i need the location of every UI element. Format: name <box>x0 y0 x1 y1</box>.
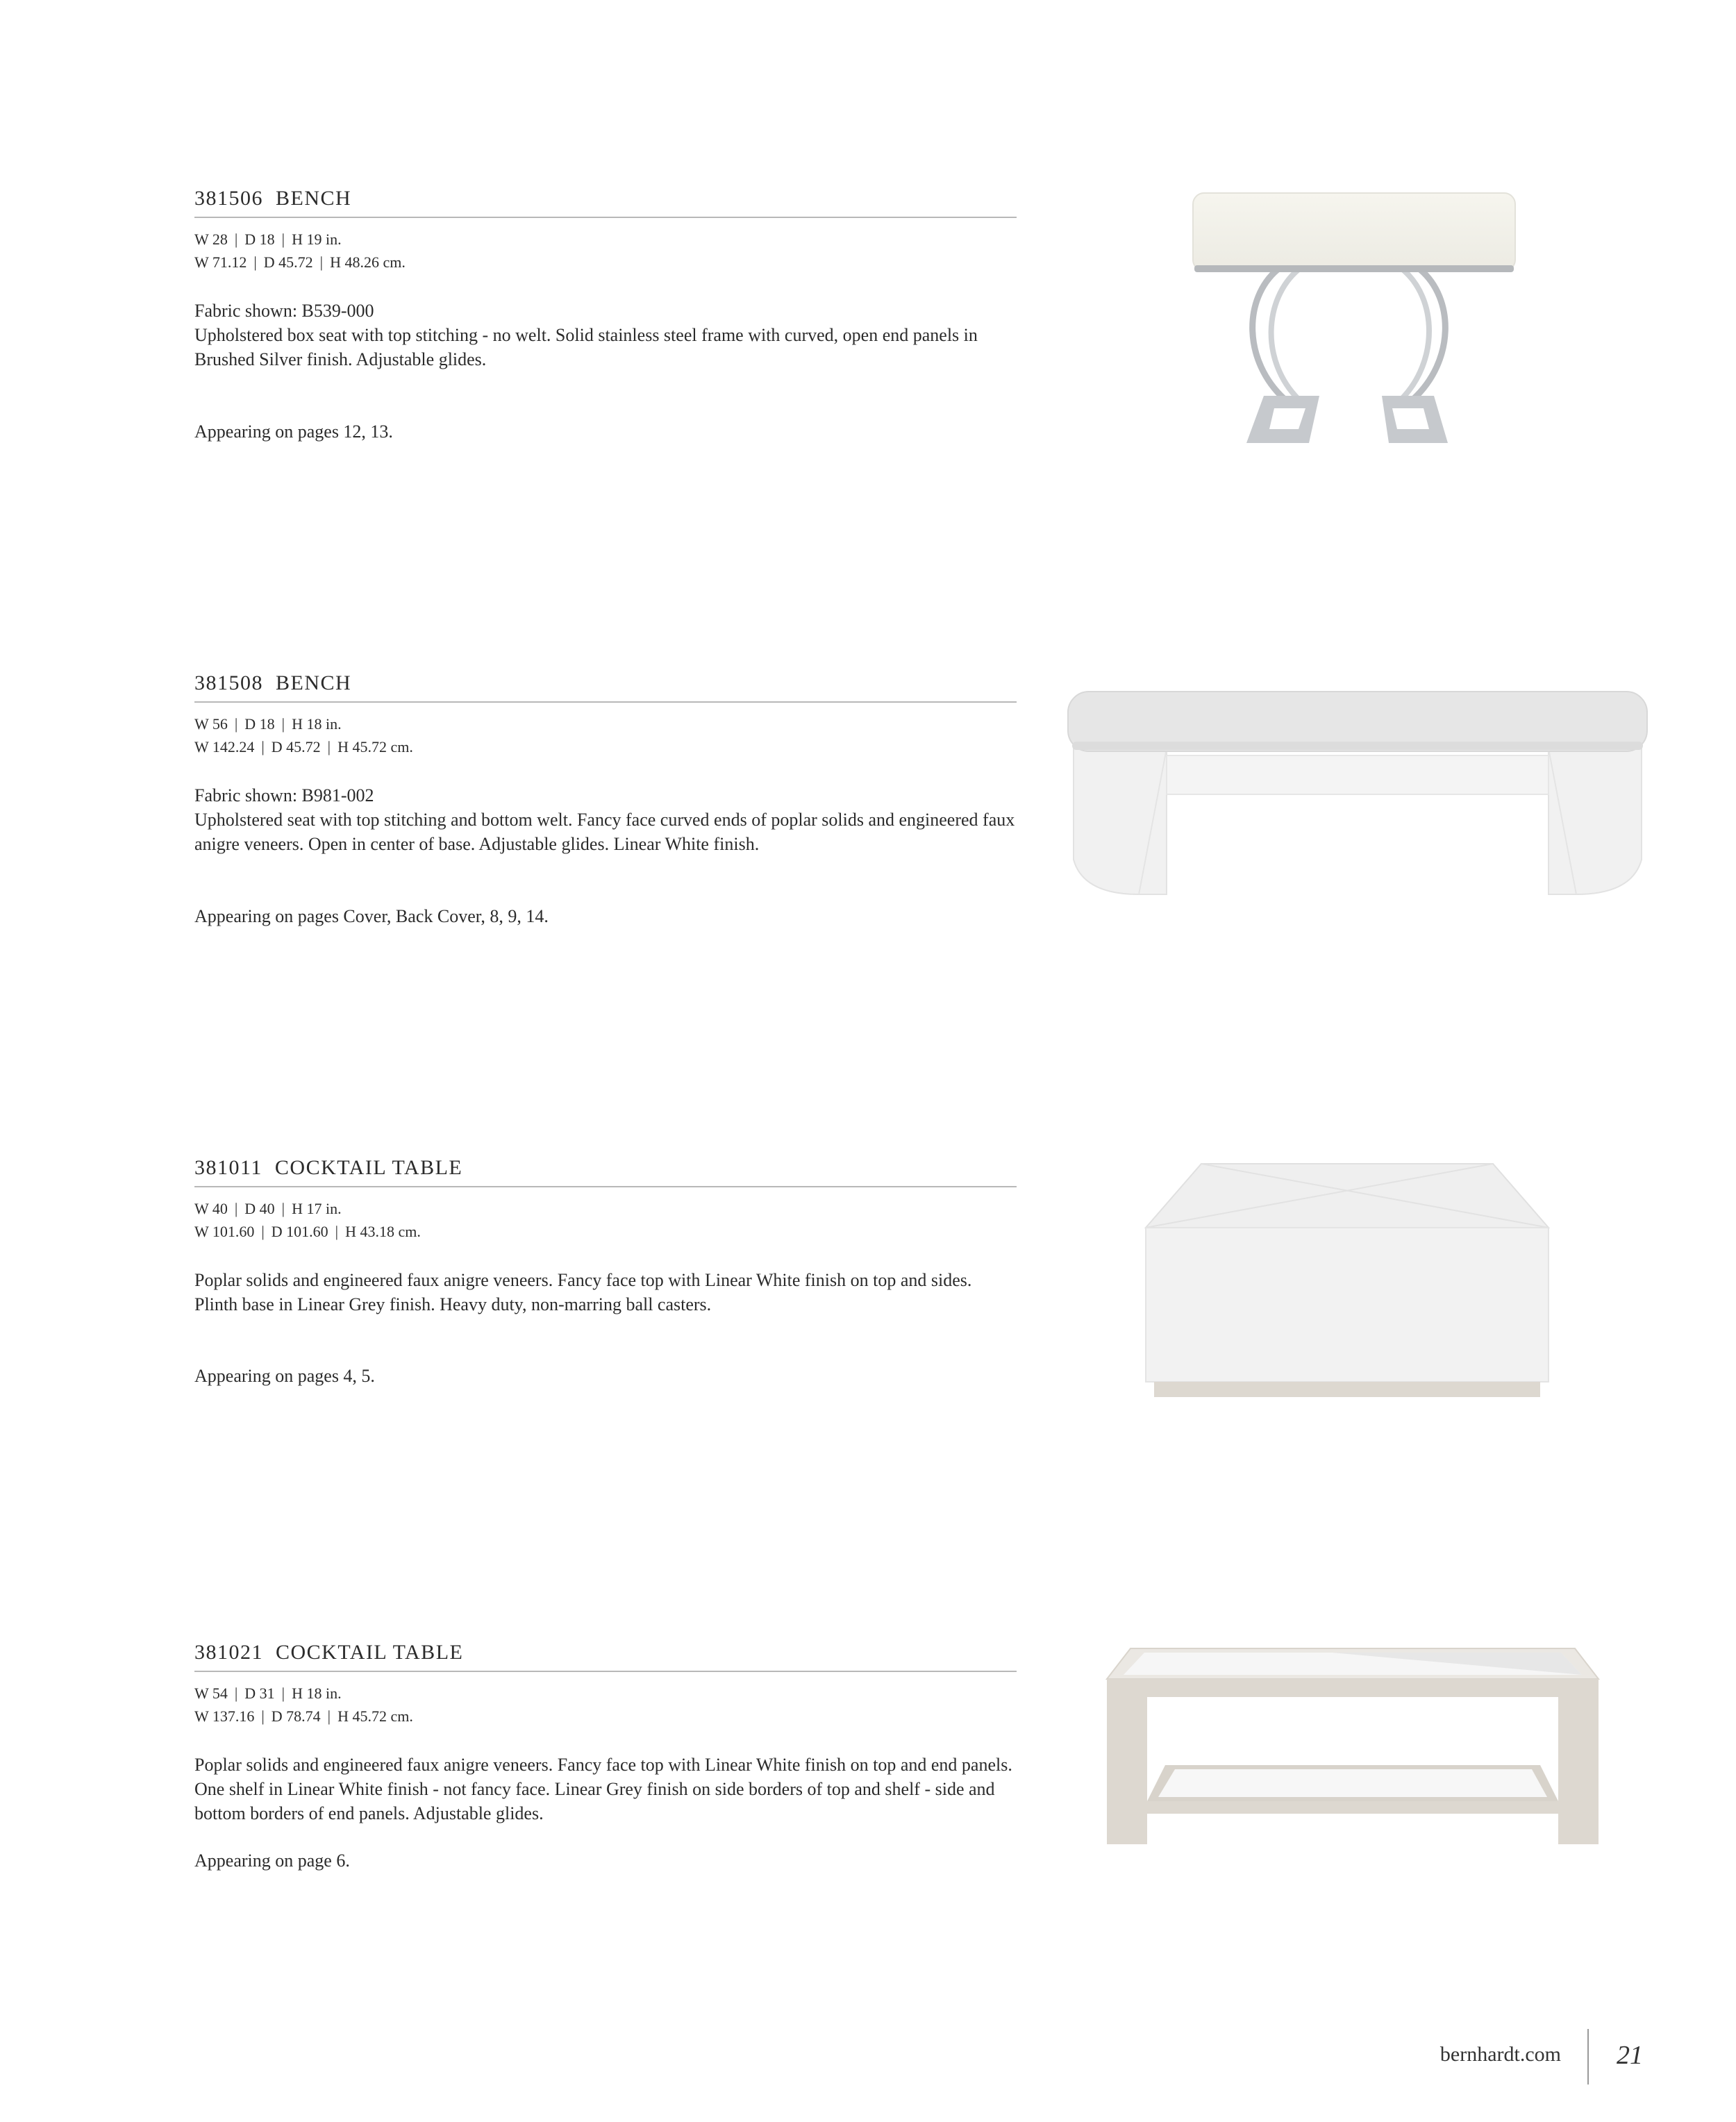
product-code: 381506 <box>194 187 263 210</box>
product-name: COCKTAIL TABLE <box>274 1156 463 1179</box>
dimensions-inches: W 54 | D 31 | H 18 in. <box>194 1685 342 1702</box>
product-name: BENCH <box>276 187 352 210</box>
bench-381508-image <box>1062 686 1653 908</box>
dimensions-inches: W 56 | D 18 | H 18 in. <box>194 715 342 733</box>
product-381021 <box>194 1640 1017 1871</box>
product-title <box>194 1155 1017 1187</box>
dimensions-cm: W 142.24 | D 45.72 | H 45.72 cm. <box>194 738 413 755</box>
product-title <box>194 1640 1017 1672</box>
fabric-shown: Fabric shown: B981-002 <box>194 785 374 805</box>
product-381508 <box>194 671 1017 926</box>
product-description <box>194 299 1017 371</box>
dimensions-cm: W 71.12 | D 45.72 | H 48.26 cm. <box>194 253 406 271</box>
dimensions <box>194 1197 1017 1243</box>
product-title <box>194 186 1017 218</box>
product-description <box>194 1753 1017 1826</box>
appearing-on: Appearing on pages 4, 5. <box>194 1366 375 1386</box>
appearing-on: Appearing on page 6. <box>194 1851 350 1871</box>
dimensions-cm: W 101.60 | D 101.60 | H 43.18 cm. <box>194 1223 421 1240</box>
appearing-on: Appearing on pages 12, 13. <box>194 421 393 442</box>
description-text: Upholstered seat with top stitching and bottom welt. Fancy face curved ends of poplar solids and engineered faux anigre veneers. Open in center of base. Adjustable glides. Linear White finish. <box>194 810 1015 854</box>
product-title <box>194 671 1017 703</box>
appearing-on: Appearing on pages Cover, Back Cover, 8, 9, 14. <box>194 906 549 926</box>
product-name: BENCH <box>276 671 352 694</box>
bench-381506-image <box>1180 187 1528 451</box>
product-code: 381508 <box>194 671 263 694</box>
dimensions-cm: W 137.16 | D 78.74 | H 45.72 cm. <box>194 1707 413 1725</box>
dimensions-inches: W 28 | D 18 | H 19 in. <box>194 231 342 248</box>
description-text: Upholstered box seat with top stitching - no welt. Solid stainless steel frame with curved, open end panels in Brushed Silver finish. Adjustable glides. <box>194 325 978 369</box>
product-description <box>194 1268 1017 1317</box>
dimensions <box>194 1682 1017 1728</box>
description-text: Poplar solids and engineered faux anigre veneers. Fancy face top with Linear White finish on top and end panels. One shelf in Linear White finish - not fancy face. Linear Grey finish on side borders of top and shelf - side and bottom borders of end panels. Adjustable glides. <box>194 1755 1012 1823</box>
product-code: 381021 <box>194 1641 263 1664</box>
product-code: 381011 <box>194 1156 262 1179</box>
dimensions-inches: W 40 | D 40 | H 17 in. <box>194 1200 342 1217</box>
dimensions <box>194 712 1017 758</box>
footer-website: bernhardt.com <box>1439 2043 1561 2066</box>
dimensions <box>194 228 1017 274</box>
product-381011 <box>194 1155 1017 1386</box>
product-description <box>194 783 1017 856</box>
cocktail-table-381021-image <box>1103 1644 1603 1853</box>
description-text: Poplar solids and engineered faux anigre veneers. Fancy face top with Linear White finish on top and sides. Plinth base in Linear Grey finish. Heavy duty, non-marring ball casters. <box>194 1270 972 1314</box>
product-381506 <box>194 186 1017 442</box>
footer-divider <box>1587 2029 1589 2085</box>
product-name: COCKTAIL TABLE <box>276 1641 464 1664</box>
cocktail-table-381011-image <box>1139 1158 1555 1408</box>
fabric-shown: Fabric shown: B539-000 <box>194 301 374 321</box>
page-number: 21 <box>1617 2041 1643 2070</box>
